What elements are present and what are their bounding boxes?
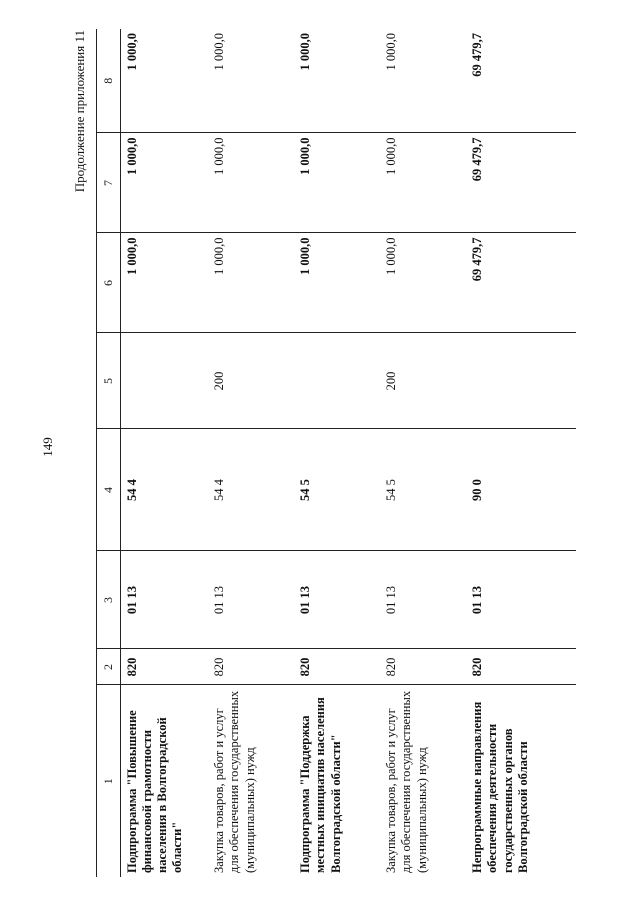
cell-amount: 1 000,0	[208, 29, 294, 133]
cell-amount: 1 000,0	[294, 233, 380, 333]
row-name: Закупка товаров, работ и услуг для обеспечения государственных (муниципальных) нужд	[384, 690, 429, 873]
page-number: 149	[40, 437, 55, 457]
column-header: 6	[97, 233, 121, 333]
cell-section-code: 01 13	[120, 551, 208, 649]
table-row	[120, 29, 208, 877]
row-name: Подпрограмма "Поддержка местных инициатив населения Волгоградской области"	[298, 697, 343, 873]
cell-section-code: 01 13	[294, 551, 380, 649]
column-header: 7	[97, 133, 121, 233]
cell-amount: 1 000,0	[120, 133, 208, 233]
cell-amount: 1 000,0	[380, 29, 466, 133]
cell-amount: 1 000,0	[208, 233, 294, 333]
table-header-row	[97, 29, 121, 877]
cell-expense-type: 200	[380, 333, 466, 429]
table-row	[466, 29, 576, 877]
column-header: 2	[97, 649, 121, 685]
cell-target-code: 54 5	[294, 429, 380, 551]
cell-target-code: 90 0	[466, 429, 576, 551]
cell-amount: 69 479,7	[466, 29, 576, 133]
table-row	[208, 29, 294, 877]
cell-section-code: 01 13	[466, 551, 576, 649]
row-name: Подпрограмма "Повышение финансовой грамотности населения в Волгоградской области"	[124, 710, 185, 873]
cell-amount: 1 000,0	[294, 29, 380, 133]
cell-amount: 1 000,0	[380, 133, 466, 233]
cell-expense-type	[466, 333, 576, 429]
cell-target-code: 54 5	[380, 429, 466, 551]
table-row	[294, 29, 380, 877]
cell-ministry-code: 820	[120, 649, 208, 685]
column-header: 5	[97, 333, 121, 429]
cell-ministry-code: 820	[208, 649, 294, 685]
cell-amount: 69 479,7	[466, 233, 576, 333]
column-header: 1	[97, 685, 121, 877]
cell-amount: 1 000,0	[120, 233, 208, 333]
cell-amount: 1 000,0	[120, 29, 208, 133]
column-header: 3	[97, 551, 121, 649]
cell-ministry-code: 820	[466, 649, 576, 685]
cell-ministry-code: 820	[294, 649, 380, 685]
continuation-label: Продолжение приложения 11	[72, 30, 87, 193]
column-header: 4	[97, 429, 121, 551]
row-name: Непрограммные направления обеспечения деятельности государственных органов Волгоградской области	[470, 701, 530, 873]
cell-expense-type	[120, 333, 208, 429]
cell-ministry-code: 820	[380, 649, 466, 685]
cell-amount: 1 000,0	[294, 133, 380, 233]
cell-expense-type: 200	[208, 333, 294, 429]
cell-section-code: 01 13	[208, 551, 294, 649]
cell-expense-type	[294, 333, 380, 429]
table-row	[380, 29, 466, 877]
cell-target-code: 54 4	[208, 429, 294, 551]
cell-amount: 1 000,0	[208, 133, 294, 233]
cell-section-code: 01 13	[380, 551, 466, 649]
cell-amount: 69 479,7	[466, 133, 576, 233]
cell-amount: 1 000,0	[380, 233, 466, 333]
row-name: Закупка товаров, работ и услуг для обеспечения государственных (муниципальных) нужд	[212, 690, 257, 873]
column-header: 8	[97, 29, 121, 133]
cell-target-code: 54 4	[120, 429, 208, 551]
budget-table	[96, 29, 576, 877]
